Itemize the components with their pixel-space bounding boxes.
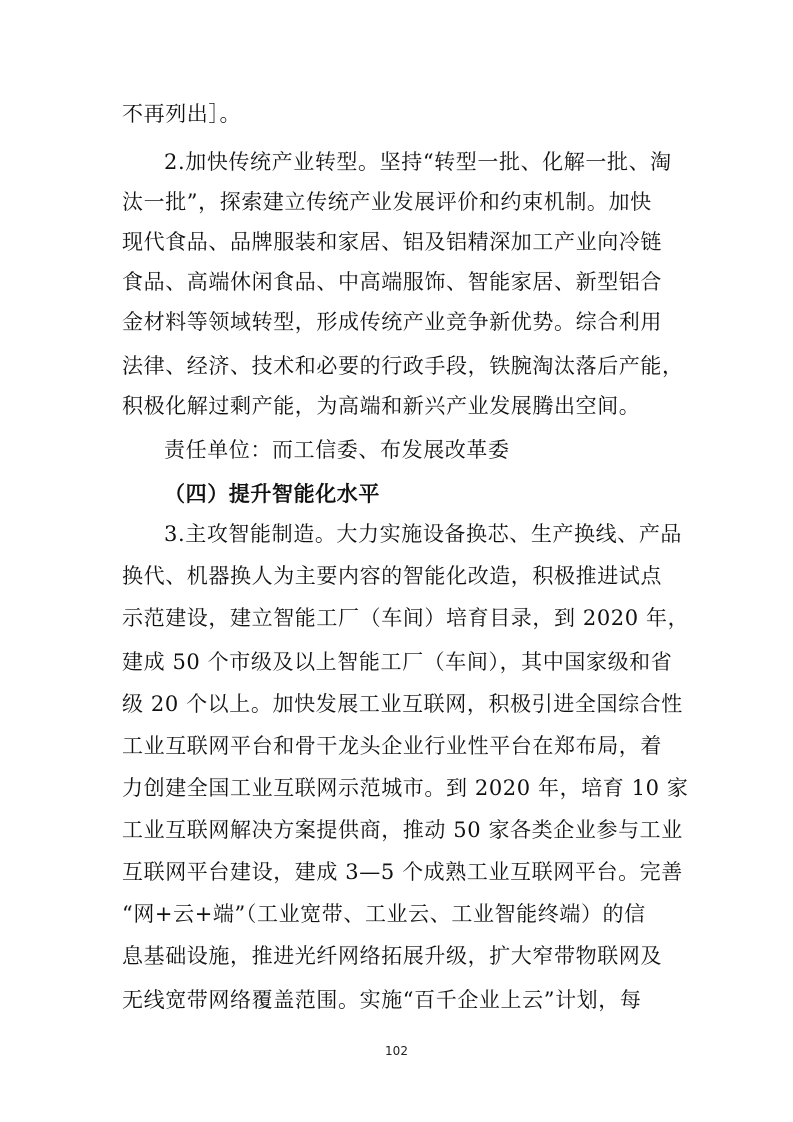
paragraph-line: 2.加快传统产业转型。坚持“转型一批、化解一批、淘 [164, 150, 672, 174]
paragraph-line: 不再列出］。 [122, 102, 242, 126]
paragraph-line: 积极化解过剩产能，为高端和新兴产业发展腾出空间。 [122, 394, 641, 418]
paragraph-line: 息基础设施，推进光纤网络拓展升级，扩大窄带物联网及 [122, 944, 662, 968]
section-heading: （四）提升智能化水平 [164, 482, 380, 506]
paragraph-line: “网+云+端”（工业宽带、工业云、工业智能终端）的信 [122, 902, 646, 926]
paragraph-line: 建成 50 个市级及以上智能工厂（车间），其中国家级和省 [122, 650, 673, 674]
paragraph-line: 金材料等领域转型，形成传统产业竞争新优势。综合利用 [122, 310, 662, 334]
paragraph-line: 法律、经济、技术和必要的行政手段，铁腕淘汰落后产能， [122, 354, 684, 378]
paragraph-line: 食品、高端休闲食品、中高端服饰、智能家居、新型铝合 [122, 270, 662, 294]
paragraph-line: 级 20 个以上。加快发展工业互联网，积极引进全国综合性 [122, 692, 683, 716]
paragraph-line: 汰一批”，探索建立传统产业发展评价和约束机制。加快 [122, 190, 652, 214]
paragraph-line: 力创建全国工业互联网示范城市。到 2020 年，培育 10 家 [122, 776, 689, 800]
paragraph-line: 现代食品、品牌服装和家居、铝及铝精深加工产业向冷链 [122, 230, 662, 254]
paragraph-line: 工业互联网解决方案提供商，推动 50 家各类企业参与工业 [122, 818, 683, 842]
page-number: 102 [385, 1044, 408, 1058]
paragraph-line: 无线宽带网络覆盖范围。实施“百千企业上云”计划，每 [122, 988, 642, 1012]
responsible-unit-line: 责任单位：而工信委、布发展改革委 [164, 438, 510, 462]
paragraph-line: 换代、机器换人为主要内容的智能化改造，积极推进试点 [122, 564, 662, 588]
paragraph-line: 示范建设，建立智能工厂（车间）培育目录，到 2020 年， [122, 606, 690, 630]
paragraph-line: 3.主攻智能制造。大力实施设备换芯、生产换线、产品 [164, 522, 683, 546]
paragraph-line: 工业互联网平台和骨干龙头企业行业性平台在郑布局，着 [122, 734, 662, 758]
paragraph-line: 互联网平台建设，建成 3—5 个成熟工业互联网平台。完善 [122, 860, 683, 884]
